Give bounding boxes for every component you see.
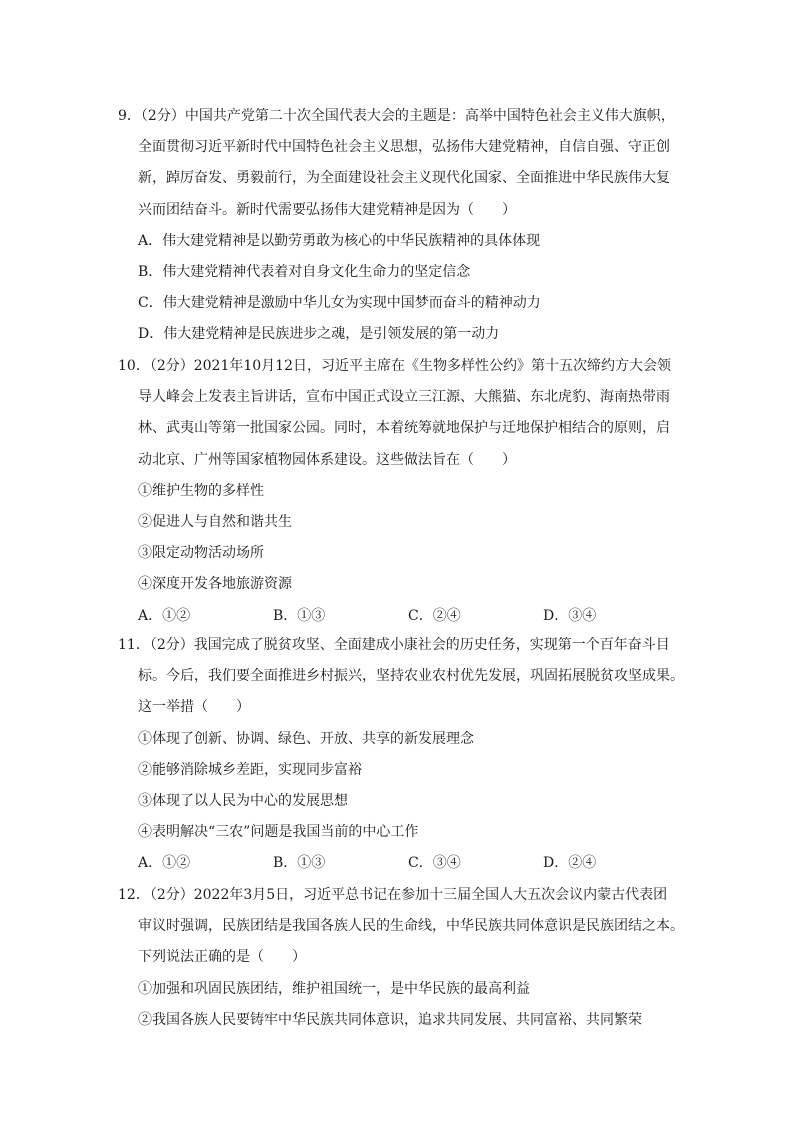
question-10-choice-a: A．①② (138, 607, 191, 624)
question-11-choice-c: C．③④ (408, 855, 461, 872)
question-10-choice-c: C．②④ (408, 607, 461, 624)
question-9-stem-line-4: 兴而团结奋斗。新时代需要弘扬伟大建党精神是因为（ ） (138, 201, 516, 218)
question-12-stem-line-1: 12．（2分）2022年3月5日，习近平总书记在参加十三届全国人大五次会议内蒙古代表团 (118, 887, 668, 903)
question-12-stem-line-2: 审议时强调，民族团结是我国各族人民的生命线，中华民族共同体意识是民族团结之本。 (138, 918, 684, 935)
question-9-option-c: C．伟大建党精神是激励中华儿女为实现中国梦而奋斗的精神动力 (138, 295, 541, 312)
question-9-stem-line-3: 新，踔厉奋发、勇毅前行，为全面建设社会主义现代化国家、全面推进中华民族伟大复 (138, 170, 670, 187)
question-9-option-d: D．伟大建党精神是民族进步之魂，是引领发展的第一动力 (138, 326, 500, 343)
question-11-stem-line-3: 这一举措（ ） (138, 699, 250, 716)
question-10-item-2: ②促进人与自然和谐共生 (138, 514, 292, 531)
question-12-stem-line-3: 下列说法正确的是（ ） (138, 949, 306, 966)
question-10-stem-line-4: 动北京、广州等国家植物园体系建设。这些做法旨在（ ） (138, 451, 516, 468)
question-11-item-3: ③体现了以人民为中心的发展思想 (138, 793, 348, 810)
question-11-choice-b: B．①③ (273, 855, 326, 872)
question-11-choice-d: D．②④ (543, 855, 597, 872)
question-10-choices (118, 601, 678, 632)
question-11-stem-line-1: 11．（2分）我国完成了脱贫攻坚、全面建成小康社会的历史任务，实现第一个百年奋斗目 (118, 637, 670, 653)
question-10 (118, 351, 678, 632)
question-11-stem-line-2: 标。今后，我们要全面推进乡村振兴，坚持农业农村优先发展，巩固拓展脱贫攻坚成果。 (138, 668, 684, 685)
question-10-stem-line-1: 10．（2分）2021年10月12日，习近平主席在《生物多样性公约》第十五次缔约方大会领 (118, 358, 671, 374)
question-12-item-1: ①加强和巩固民族团结，维护祖国统一，是中华民族的最高利益 (138, 980, 530, 997)
question-12-item-2: ②我国各族人民要铸牢中华民族共同体意识，追求共同发展、共同富裕、共同繁荣 (138, 1011, 642, 1028)
question-10-item-4: ④深度开发各地旅游资源 (138, 576, 292, 593)
question-10-choice-d: D．③④ (543, 607, 597, 624)
question-11-item-1: ①体现了创新、协调、绿色、开放、共享的新发展理念 (138, 730, 474, 747)
question-9-option-a: A．伟大建党精神是以勤劳勇敢为核心的中华民族精神的具体体现 (138, 232, 541, 249)
question-10-stem-line-2: 导人峰会上发表主旨讲话，宣布中国正式设立三江源、大熊猫、东北虎豹、海南热带雨 (138, 389, 670, 406)
question-12 (118, 880, 684, 1036)
question-9-stem-line-2: 全面贯彻习近平新时代中国特色社会主义思想，弘扬伟大建党精神，自信自强、守正创 (138, 139, 670, 156)
question-10-item-3: ③限定动物活动场所 (138, 545, 264, 562)
question-11-item-4: ④表明解决“三农”问题是我国当前的中心工作 (138, 824, 419, 841)
question-11 (118, 630, 684, 880)
question-9-option-b: B．伟大建党精神代表着对自身文化生命力的坚定信念 (138, 264, 471, 281)
question-10-item-1: ①维护生物的多样性 (138, 482, 264, 499)
question-11-choices (118, 848, 678, 879)
question-10-choice-b: B．①③ (273, 607, 326, 624)
question-11-choice-a: A．①② (138, 855, 191, 872)
question-11-item-2: ②能够消除城乡差距，实现同步富裕 (138, 761, 362, 778)
question-9 (118, 101, 678, 351)
question-9-stem-line-1: 9．（2分）中国共产党第二十次全国代表大会的主题是：高举中国特色社会主义伟大旗帜， (118, 108, 675, 124)
question-10-stem-line-3: 林、武夷山等第一批国家公园。同时，本着统筹就地保护与迁地保护相结合的原则，启 (138, 420, 670, 437)
